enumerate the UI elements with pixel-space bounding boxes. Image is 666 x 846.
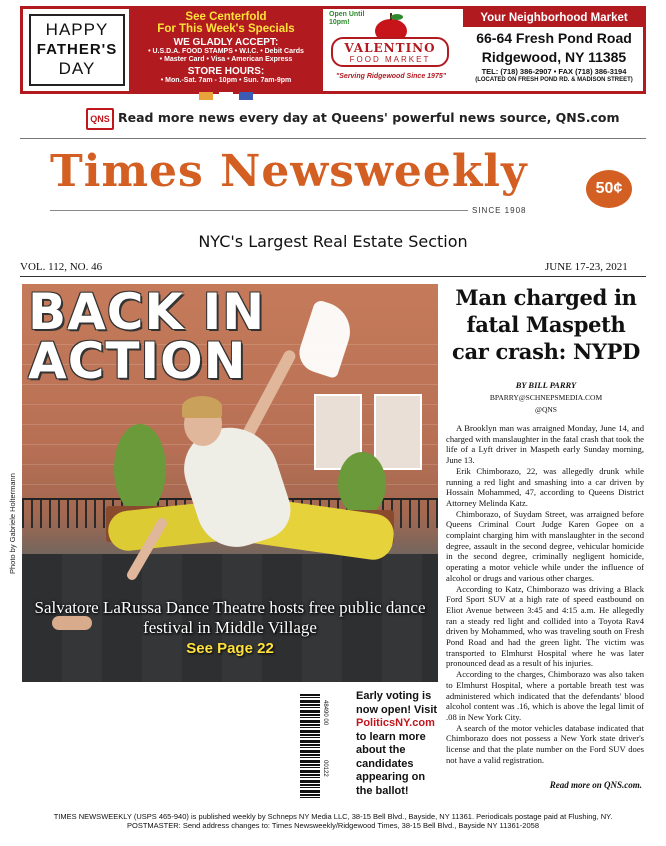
publication-footer <box>0 812 666 830</box>
market-phone: TEL: (718) 386-2907 • FAX (718) 386-3194 <box>481 67 627 76</box>
photo-credit: Photo by Gabriele Holtermann <box>8 473 17 574</box>
market-address-1: 66-64 Fresh Pond Road <box>476 30 632 46</box>
voting-text-2: to learn more about the candidates appearing on the ballot! <box>356 730 426 797</box>
valentino-logo <box>331 37 449 67</box>
visa-icon <box>239 92 253 100</box>
payment-cards <box>129 87 323 105</box>
article-paragraph: According to the charges, Chimborazo was also taken to Elmhurst Hospital, where a portable breath test was administered which indicated that the defendants' blood alcohol content was .16, which is above the legal limit of .08 in New York City. <box>446 669 644 722</box>
accept-line1: • U.S.D.A. FOOD STAMPS • W.I.C. • Debit Cards <box>148 48 304 55</box>
cover-photo[interactable] <box>22 284 438 682</box>
voting-text-1: Early voting is now open! Visit <box>356 690 438 716</box>
open-until-line2: 10pm! <box>329 19 350 26</box>
specials-panel <box>129 9 323 91</box>
top-banner-ad[interactable] <box>20 6 646 94</box>
issue-date: JUNE 17-23, 2021 <box>545 261 628 273</box>
article-body <box>446 423 644 766</box>
market-panel <box>463 9 645 91</box>
open-until-line1: Open Until <box>329 11 365 18</box>
barcode-number-1: 48490 00 <box>322 700 328 726</box>
market-location: (LOCATED ON FRESH POND RD. & MADISON STREET) <box>475 77 633 83</box>
politicsny-link[interactable]: PoliticsNY.com <box>356 717 435 729</box>
specials-line1: See Centerfold <box>185 11 267 23</box>
market-heading: Your Neighborhood Market <box>463 9 645 27</box>
divider <box>50 210 468 211</box>
qns-promo-text[interactable]: Read more news every day at Queens' powerful news source, QNS.com <box>118 110 620 125</box>
read-more-link[interactable]: Read more on QNS.com. <box>549 780 642 790</box>
price-badge: 50¢ <box>586 170 632 208</box>
shrub <box>338 452 386 516</box>
article-byline: BY BILL PARRY <box>515 380 577 390</box>
masthead-title: Times Newsweekly <box>50 146 528 197</box>
window <box>374 394 422 470</box>
fathers-day-box <box>29 14 125 86</box>
divider <box>20 276 646 277</box>
valentino-tagline: "Serving Ridgewood Since 1975" <box>335 73 447 80</box>
article-paragraph: Erik Chimborazo, 22, was allegedly drunk while running a red light and smashing into a car driven by Hossain Mohammed, 47, according to Queens District Attorney Melinda Katz. <box>446 465 644 508</box>
hours-title: STORE HOURS: <box>187 66 265 77</box>
store-hours: • Mon.-Sat. 7am - 10pm • Sun. 7am-9pm <box>160 77 292 84</box>
early-voting-promo <box>356 690 438 798</box>
fathers-day-line2: FATHER'S <box>36 41 118 58</box>
footer-line1: TIMES NEWSWEEKLY (USPS 465-940) is published weekly by Schneps NY Media LLC, 38-15 Bell Blvd., Bayside, NY 11361. Periodicals postage paid at Flushing, NY. <box>53 812 613 821</box>
accept-line2: • Master Card • Visa • American Express <box>159 56 293 63</box>
valentino-sub: FOOD MARKET <box>349 55 431 64</box>
amex-icon <box>219 92 233 100</box>
qns-logo[interactable]: QNS <box>86 108 114 130</box>
mastercard-icon <box>199 92 213 100</box>
photo-caption: Salvatore LaRussa Dance Theatre hosts free public dance festival in Middle Village <box>34 598 426 637</box>
author-handle: @QNS <box>535 405 557 414</box>
section-title: NYC's Largest Real Estate Section <box>198 232 468 251</box>
photo-headline-line1: BACK IN <box>28 284 266 341</box>
barcode <box>300 694 320 798</box>
fathers-day-line1: HAPPY <box>45 20 109 39</box>
dancer-hair <box>182 396 222 418</box>
article-paragraph: According to Katz, Chimborazo was driving a Black Ford Sport SUV at a high rate of speed eastbound on Eliot Avenue between 3:45 and 4:15 a.m. He allegedly ran a steady red light and collided into a Toyota Rav4 driven by Mohammed, who was traveling south on Fresh Pond Road and had the green light. The victim was transported to Elmhurst Hospital where he was later pronounced dead as a result of his injuries. <box>446 583 644 669</box>
shrub <box>114 424 166 514</box>
valentino-panel <box>327 11 455 89</box>
photo-headline <box>28 284 266 390</box>
accept-title: WE GLADLY ACCEPT: <box>173 37 279 48</box>
barcode-number-2: 00122 <box>322 760 328 777</box>
divider <box>20 138 646 139</box>
fathers-day-line3: DAY <box>58 59 96 78</box>
footer-line2: POSTMASTER: Send address changes to: Times Newsweekly/Ridgewood Times, 38-15 Bell Blvd., Bayside NY 11361-2058 <box>126 821 539 830</box>
see-page-link[interactable]: See Page 22 <box>186 640 274 657</box>
specials-line2: For This Week's Specials <box>157 23 295 35</box>
article-headline[interactable]: Man charged in fatal Maspeth car crash: NYPD <box>451 285 641 364</box>
article-paragraph: Chimborazo, of Suydam Street, was arraigned before Queens Criminal Court Judge Karen Gopee on a complaint charging him with manslaughter in the second degree, assault in the second degree, vehicular homicide in the second degree, criminally negligent homicide, operating a motor vehicle while under the influence of alcohol or drugs and various other charges. <box>446 508 644 583</box>
article-paragraph: A search of the motor vehicles database indicated that Chimborazo does not possess a New York state driver's license and that the plate number on the Ford SUV does not have a valid registration. <box>446 722 644 765</box>
valentino-name: VALENTINO <box>344 41 436 55</box>
since-label: SINCE 1908 <box>472 206 527 215</box>
article-paragraph: A Brooklyn man was arraigned Monday, June 14, and charged with manslaughter in the fatal crash that took the life of a Lyft driver in Maspeth early Sunday morning, June 13. <box>446 423 644 466</box>
market-address-2: Ridgewood, NY 11385 <box>481 49 627 65</box>
open-until-note <box>329 11 364 27</box>
volume-number: VOL. 112, NO. 46 <box>20 261 103 273</box>
white-scarf <box>294 299 357 379</box>
author-email[interactable]: BPARRY@SCHNEPSMEDIA.COM <box>489 393 603 402</box>
photo-headline-line2: ACTION <box>28 332 247 390</box>
